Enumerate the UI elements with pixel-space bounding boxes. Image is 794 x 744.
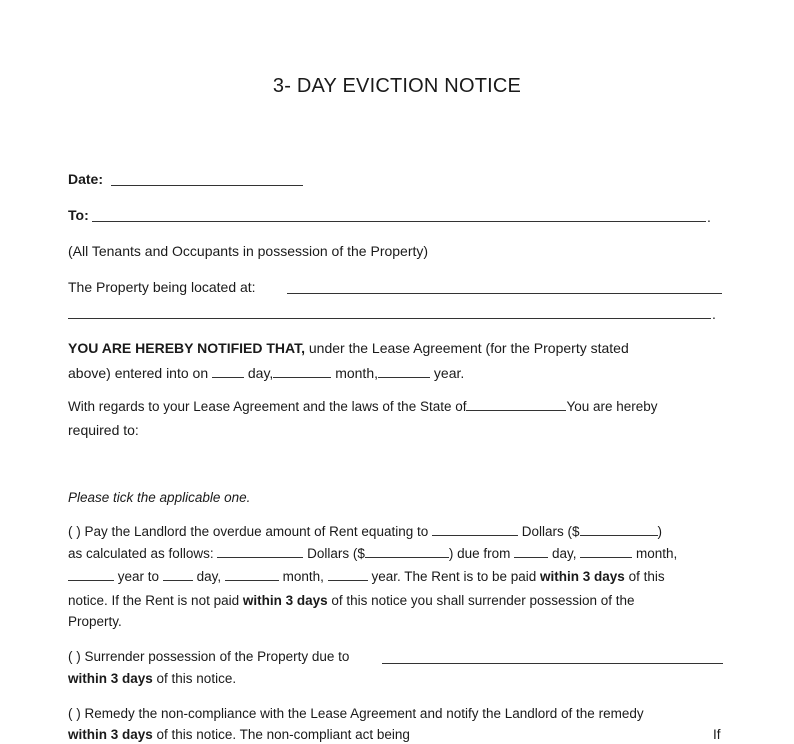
to-field[interactable] [92, 221, 706, 222]
option2-line-2 [68, 670, 236, 688]
dollars-text-2: Dollars ($ [307, 546, 365, 561]
notified-bold: YOU ARE HEREBY NOTIFIED THAT, [68, 340, 305, 356]
property-period: . [712, 306, 716, 322]
option1-line-5: Property. [68, 614, 122, 629]
option1-line-4 [68, 592, 635, 610]
regards-line-1 [68, 398, 658, 416]
year-text: year. [430, 365, 465, 381]
to-day-field[interactable] [163, 568, 193, 581]
to-month-field[interactable] [225, 568, 279, 581]
overdue-amount-words-field[interactable] [432, 523, 518, 536]
notified-line-2 [68, 364, 464, 382]
hereby-text: You are hereby [566, 399, 658, 414]
option3-line-1[interactable]: ( ) Remedy the non-compliance with the Lease Agreement and notify the Landlord of the remedy [68, 706, 644, 721]
lease-year-field[interactable] [378, 365, 430, 378]
property-address-field-2[interactable] [68, 318, 711, 319]
option3-if: If [713, 727, 721, 742]
date-label: Date: [68, 171, 104, 187]
regards-line-2: required to: [68, 422, 139, 438]
option1-line-2 [68, 545, 677, 563]
within-3-days-4: within 3 days [68, 727, 153, 742]
calc-amount-field[interactable] [365, 545, 449, 558]
non-compliant-text: of this notice. The non-compliant act being [152, 727, 410, 742]
notified-line-1 [68, 339, 629, 357]
regards-text: With regards to your Lease Agreement and the laws of the State of [68, 399, 467, 414]
to-month-text: month, [282, 569, 324, 584]
month-text: month, [331, 365, 379, 381]
calc-amount-words-field[interactable] [217, 545, 303, 558]
tick-note: Please tick the applicable one. [68, 490, 251, 505]
of-this-text: of this [624, 569, 665, 584]
from-year-field[interactable] [68, 568, 114, 581]
to-day-text: day, [196, 569, 222, 584]
from-month-text: month, [635, 546, 678, 561]
option1-checkbox-text[interactable]: ( ) Pay the Landlord the overdue amount of Rent equating to [68, 524, 429, 539]
dollars-text: Dollars ($ [521, 524, 580, 539]
notified-rest: under the Lease Agreement (for the Property stated [304, 340, 629, 356]
to-label: To: [68, 207, 89, 223]
calculated-text: as calculated as follows: [68, 546, 214, 561]
option1-line-3 [68, 568, 665, 586]
due-from-text: ) due from [448, 546, 511, 561]
lease-month-field[interactable] [273, 365, 331, 378]
option2-line-1[interactable]: ( ) Surrender possession of the Property due to [68, 649, 350, 664]
to-period: . [707, 209, 711, 225]
date-field[interactable] [111, 185, 303, 186]
of-this-notice-text: of this notice. [152, 671, 237, 686]
not-paid-text: notice. If the Rent is not paid [68, 593, 243, 608]
from-month-field[interactable] [580, 545, 632, 558]
state-field[interactable] [466, 398, 566, 411]
day-text: day, [244, 365, 274, 381]
within-3-days-2: within 3 days [242, 593, 328, 608]
lease-day-field[interactable] [212, 365, 244, 378]
property-address-field[interactable] [287, 293, 722, 294]
option1-line-1 [68, 523, 662, 541]
from-day-field[interactable] [514, 545, 548, 558]
option3-line-2 [68, 726, 410, 744]
close-paren: ) [657, 524, 663, 539]
to-year-field[interactable] [328, 568, 368, 581]
surrender-reason-field[interactable] [382, 663, 723, 664]
surrender-text: of this notice you shall surrender possession of the [327, 593, 635, 608]
within-3-days-3: within 3 days [68, 671, 153, 686]
rent-paid-text: year. The Rent is to be paid [371, 569, 541, 584]
entered-into-text: above) entered into on [68, 365, 212, 381]
year-to-text: year to [117, 569, 160, 584]
overdue-amount-field[interactable] [580, 523, 658, 536]
property-label: The Property being located at: [68, 279, 256, 295]
tenants-note: (All Tenants and Occupants in possession of the Property) [68, 243, 429, 259]
from-day-text: day, [551, 546, 577, 561]
document-title: 3- DAY EVICTION NOTICE [272, 75, 522, 97]
within-3-days-1: within 3 days [540, 569, 625, 584]
